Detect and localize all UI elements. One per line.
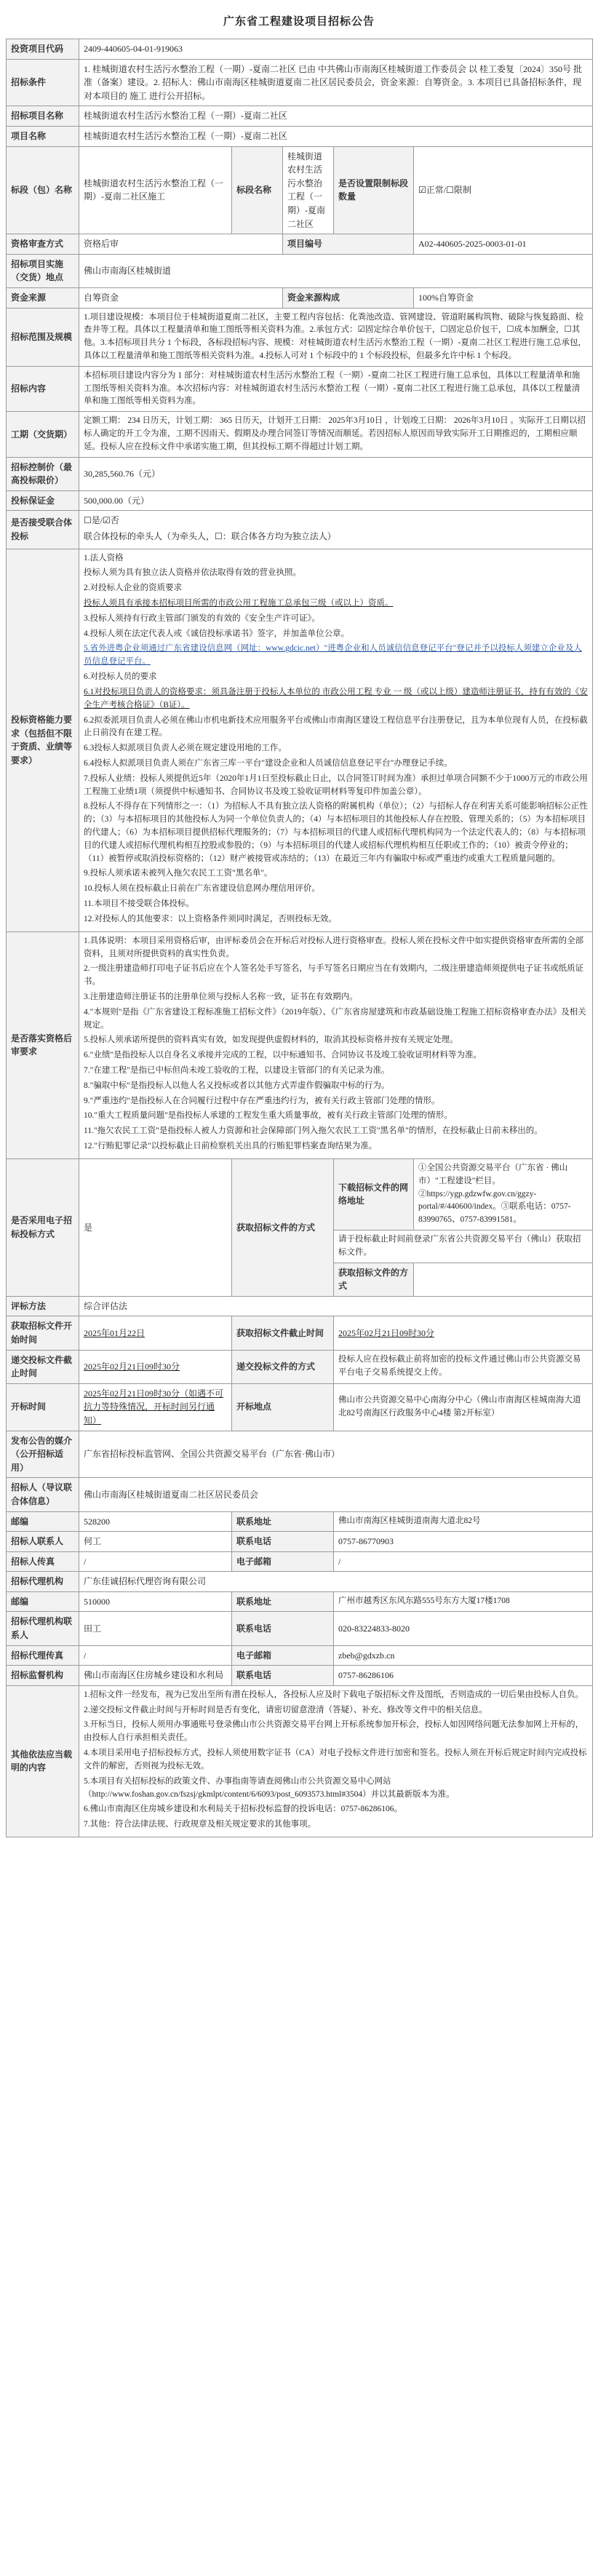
- label-project-no: 项目编号: [283, 234, 414, 255]
- label-qualification: 投标资格能力要求（包括但不限于资质、业绩等要求）: [7, 549, 79, 931]
- other-line: 5.本项目有关招标投标的政策文件、办事指南等请查阅佛山市公共资源交易中心网站（http://www.foshan.gov.cn/fszsj/gkmlpt/content/6/6093/post_6093573.html#3504）并以其最新版本为准。: [84, 1776, 455, 1799]
- row-eval: [7, 1296, 593, 1316]
- label-agent-email: 电子邮箱: [232, 1645, 334, 1666]
- label-agent: 招标代理机构: [7, 1572, 79, 1592]
- label-supervisor: 招标监督机构: [7, 1666, 79, 1686]
- value-restrict: ☑正常/☐限制: [414, 146, 593, 234]
- label-content: 招标内容: [7, 366, 79, 411]
- value-open-time: 2025年02月21日09时30分（如遇不可抗力等特殊情况，开标时间另行通知）: [79, 1383, 232, 1431]
- qual-line: 投标人须具有承接本招标项目所需的市政公用工程施工总承包三级（或以上）资质。: [84, 599, 394, 608]
- row-section: [7, 146, 593, 234]
- qual-line: 10.投标人须在投标截止日前在广东省建设信息网办理信用评价。: [84, 884, 320, 894]
- label-doc-end: 获取招标文件截止时间: [232, 1316, 334, 1350]
- value-media: 广东省招标投标监管网、全国公共资源交易平台（广东省·佛山市）: [79, 1431, 593, 1478]
- qual-line: 6.1对投标项目负责人的资格要求：须具备注册于投标人本单位的 市政公用工程 专业 一 级（或以上级）建造师注册证书，持有有效的《安全生产考核合格证》（B证）。: [84, 687, 588, 709]
- label-conditions: 招标条件: [7, 59, 79, 106]
- value-other: [79, 1685, 593, 1837]
- value-bid-end: 2025年02月21日09时30分: [79, 1350, 232, 1383]
- row-agent-contact: [7, 1612, 593, 1645]
- qual-line: 9.投标人须承诺未被列入拖欠农民工工资"黑名单"。: [84, 869, 273, 878]
- label-section-name: 标段名称: [232, 146, 283, 234]
- other-line: 1.招标文件一经发布，视为已发出至所有潜在投标人，各投标人应及时下载电子版招标文件及图纸，否则造成的一切后果由投标人自负。: [84, 1690, 584, 1699]
- row-doc-time: [7, 1316, 593, 1350]
- label-agent-addr: 联系地址: [232, 1591, 334, 1612]
- row-tenderer-addr: [7, 1511, 593, 1532]
- value-supervisor-tel: 0757-86286106: [334, 1666, 593, 1686]
- value-review-requirements: [79, 931, 593, 1158]
- value-item-name: 桂城街道农村生活污水整治工程（一期）-夏南二社区: [79, 126, 593, 146]
- page-title: 广东省工程建设项目招标公告: [223, 16, 375, 28]
- value-agent-tel: 020-83224833-8020: [334, 1612, 593, 1645]
- row-qualification: [7, 549, 593, 931]
- qual-line: 2.对投标人企业的资质要求: [84, 584, 183, 593]
- row-supervisor: [7, 1666, 593, 1686]
- row-item-name: [7, 126, 593, 146]
- label-tenderer-fax: 招标人传真: [7, 1551, 79, 1572]
- value-addr: 佛山市南海区桂城街道南海大道北82号: [334, 1511, 593, 1532]
- value-agent-addr: 广州市越秀区东风东路555号东方大厦17楼1708: [334, 1591, 593, 1612]
- label-open-place: 开标地点: [232, 1383, 334, 1431]
- label-agent-fax: 招标代理传真: [7, 1645, 79, 1666]
- row-other: [7, 1685, 593, 1837]
- value-fund: 自筹资金: [79, 287, 283, 308]
- row-review: [7, 234, 593, 255]
- row-consortium: [7, 511, 593, 549]
- label-download: 下载招标文件的网络地址: [334, 1158, 414, 1230]
- value-tenderer-email: /: [334, 1551, 593, 1572]
- value-scope: 1.项目建设规模：本项目位于桂城街道夏南二社区，主要工程内容包括：化粪池改造、管网建设、管道附属构筑物、破除与恢复路面、检查井等工程。具体以工程量清单和施工图纸等相关资料为准。2.承包方式：☑固定综合单价包干，☐固定总价包干，☐成本加酬金，☐其他。3.本招标项目共分 1 个标段，各标段招标内容、规模：对桂城街道农村生活污水整治工程（一期）-夏南二社区工程进行施工总承包，具体以工程量清单和施工图纸等相关资料为准。4.投标人可对 1 个标段中的 1 个标段投标，但最多允许中标 1 个标段。: [79, 308, 593, 366]
- value-online: 是: [79, 1158, 232, 1296]
- qual-line: 7.投标人业绩：投标人须提供近5年（2020年1月1日至投标截止日止，以合同签订时间为准）承担过单项合同额不少于1000万元的市政公用工程施工业绩1项（须提供中标通知书、合同协议书及竣工验收证明材料等复印件加盖公章）。: [84, 774, 588, 796]
- row-review-requirements: [7, 931, 593, 1158]
- review-line: 12."行贿犯罪记录"以投标截止日前检察机关出具的行贿犯罪档案查询结果为准。: [84, 1142, 378, 1151]
- value-fund-ratio: 100%自筹资金: [414, 287, 593, 308]
- value-agent: 广东佳诚招标代理咨询有限公司: [79, 1572, 593, 1592]
- label-review-requirements: 是否落实资格后审要求: [7, 931, 79, 1158]
- row-content: [7, 366, 593, 411]
- review-line: 1.具体说明：本项目采用资格后审，由评标委员会在开标后对投标人进行资格审查。投标人须在投标文件中如实提供资格审查所需的全部资料，且须对所提供资料的真实性负责。: [84, 936, 584, 958]
- value-get-place: [414, 1263, 593, 1296]
- value-tenderer-contact: 何工: [79, 1532, 232, 1552]
- qual-line-link[interactable]: 5.省外进粤企业须通过广东省建设信息网（网址：www.gdcic.net）"进粤企业和人员诚信信息登记平台"登记并予以投标人须建立企业及人员信息登记平台。: [84, 644, 582, 667]
- qual-line: 6.3投标人拟派项目负责人必须在规定建设用地的工作。: [84, 744, 287, 753]
- row-project-code: [7, 39, 593, 60]
- row-agent-addr: [7, 1591, 593, 1612]
- value-project-code: 2409-440605-04-01-919063: [79, 39, 593, 60]
- label-tenderer: 招标人（导议联合体信息）: [7, 1478, 79, 1511]
- qual-line: 4.投标人须在法定代表人或《诚信投标承诺书》签字，并加盖单位公章。: [84, 629, 350, 638]
- label-period: 工期（交货期）: [7, 412, 79, 457]
- review-line: 4."本规则"是指《广东省建设工程标准施工招标文件》（2019年版）、《广东省房屋建筑和市政基础设施工程施工招标资格审查办法》及相关规定。: [84, 1007, 586, 1030]
- value-section: 桂城街道农村生活污水整治工程（一期）-夏南二社区施工: [79, 146, 232, 234]
- value-doc-end: 2025年02月21日09时30分: [334, 1316, 593, 1350]
- qual-line: 投标人须为具有独立法人资格并依法取得有效的营业执照。: [84, 568, 301, 578]
- row-agent-fax: [7, 1645, 593, 1666]
- label-open-time: 开标时间: [7, 1383, 79, 1431]
- label-agent-tel: 联系电话: [232, 1612, 334, 1645]
- value-doc-start: 2025年01月22日: [79, 1316, 232, 1350]
- row-project-name: [7, 106, 593, 127]
- value-bond: 500,000.00（元）: [79, 490, 593, 511]
- row-media: [7, 1431, 593, 1478]
- qual-line: 6.4投标人拟派项目负责人须在广东省三库一平台"建设企业和人员诚信信息登记平台"办理登记手续。: [84, 758, 453, 768]
- label-scope: 招标范围及规模: [7, 308, 79, 366]
- row-online: [7, 1158, 593, 1230]
- value-get-method: 请于投标截止时间前登录广东省公共资源交易平台（佛山）获取招标文件。: [334, 1230, 593, 1263]
- qual-line: 6.对投标人员的要求: [84, 672, 157, 682]
- value-eval: 综合评估法: [79, 1296, 593, 1316]
- value-project-name: 桂城街道农村生活污水整治工程（一期）-夏南二社区: [79, 106, 593, 127]
- value-ctrl-price: 30,285,560.76（元）: [79, 457, 593, 490]
- label-tenderer-email: 电子邮箱: [232, 1551, 334, 1572]
- label-bond: 投标保证金: [7, 490, 79, 511]
- row-tenderer-contact: [7, 1532, 593, 1552]
- other-line: 2.递交投标文件截止时间与开标时间是否有变化，请密切留意澄清（答疑）、补充、修改等文件中的相关信息。: [84, 1705, 487, 1714]
- value-download: ①全国公共资源交易平台（广东省 · 佛山市）"工程建设"栏目。②https://ygp.gdzwfw.gov.cn/ggzy-portal/#/440600/index。③联系电话：0757-83990765、0757-83991581。: [414, 1158, 593, 1230]
- label-media: 发布公告的媒介（公开招标适用）: [7, 1431, 79, 1478]
- label-get-place: 获取招标文件的方式: [334, 1263, 414, 1296]
- row-location: [7, 254, 593, 287]
- row-fund: [7, 287, 593, 308]
- value-period: 定额工期： 234 日历天，计划工期： 365 日历天，计划开工日期： 2025年3月10日 ，计划竣工日期： 2026年3月10日 。实际开工日期以招标人确定的开工令为准，工期不因雨天、假期及办理合同签订等情况而顺延。若因招标人原因而导致实际开工日期推迟的，工期相应顺延。投标人应在投标文件中承诺实施工期，但其投标工期不得超过计划工期。: [79, 412, 593, 457]
- review-line: 6."业绩"是指投标人以自身名义承接并完成的工程，以中标通知书、合同协议书及竣工验收证明材料等为准。: [84, 1051, 482, 1060]
- label-addr: 联系地址: [232, 1511, 334, 1532]
- label-location: 招标项目实施（交货）地点: [7, 254, 79, 287]
- label-tenderer-contact: 招标人联系人: [7, 1532, 79, 1552]
- value-conditions: 1. 桂城街道农村生活污水整治工程（一期）-夏南二社区 已由 中共佛山市南海区桂城街道工作委员会 以 桂工委复〔2024〕350号 批准（备案）建设。2. 招标人：佛山市南海区桂城街道夏南二社区居民委员会，资金来源：自筹资金。3. 本项目已具备招标条件，现对本项目的 施工 进行公开招标。: [79, 59, 593, 106]
- value-agent-email: zbeb@gdxzb.cn: [334, 1645, 593, 1666]
- row-bid-end: [7, 1350, 593, 1383]
- qual-line: 12.对投标人的其他要求：以上资格条件须同时满足，否则投标无效。: [84, 914, 337, 923]
- qual-line: 1.法人资格: [84, 553, 124, 562]
- qual-line: 8.投标人不得存在下列情形之一：（1）为招标人不具有独立法人资格的附属机构（单位）；（2）与招标人存在利害关系可能影响招标公正性的；（3）与本招标项目的其他投标人为同一个单位负责人的；（4）与本招标项目的其他投标人存在控股、管理关系的；（5）为本招标项目的代建人；（6）为本招标项目提供招标代理服务的；（7）与本招标项目的代建人或招标代理机构同为一个法定代表人的；（8）与本招标项目的代建人或招标代理机构相互控股或参股的；（9）与本招标项目的代建人或招标代理机构相互任职或工作的；（10）被责令停业的；（11）被暂停或取消投标资格的；（12）财产被接管或冻结的；（13）在最近三年内有骗取中标或严重违约或重大工程质量问题的。: [84, 802, 588, 863]
- label-get-method: 获取招标文件的方式: [232, 1158, 334, 1296]
- label-agent-contact: 招标代理机构联系人: [7, 1612, 79, 1645]
- tender-notice-table: [6, 39, 593, 1837]
- review-line: 8."骗取中标"是指投标人以他人名义投标或者以其他方式弄虚作假骗取中标的行为。: [84, 1081, 390, 1090]
- label-ctrl-price: 招标控制价（最高投标限价）: [7, 457, 79, 490]
- value-tenderer: 佛山市南海区桂城街道夏南二社区居民委员会: [79, 1478, 593, 1511]
- row-conditions: [7, 59, 593, 106]
- consortium-note: 联合体投标的牵头人（为牵头人，☐：联合体各方均为独立法人）: [84, 531, 336, 541]
- row-tenderer-fax: [7, 1551, 593, 1572]
- value-section-name: 桂城街道农村生活污水整治工程（一期）-夏南二社区: [283, 146, 334, 234]
- label-doc-start: 获取招标文件开始时间: [7, 1316, 79, 1350]
- label-fund: 资金来源: [7, 287, 79, 308]
- value-tenderer-fax: /: [79, 1551, 232, 1572]
- value-agent-postcode: 510000: [79, 1591, 232, 1612]
- value-bid-method: 投标人应在投标截止前将加密的投标文件通过佛山市公共资源交易平台电子交易系统提交上传。: [334, 1350, 593, 1383]
- other-line: 6.佛山市南海区住房城乡建设和水利局关于招标投标监督的投诉电话：0757-86286106。: [84, 1805, 402, 1814]
- value-location: 佛山市南海区桂城街道: [79, 254, 593, 287]
- label-online: 是否采用电子招标投标方式: [7, 1158, 79, 1296]
- row-ctrl-price: [7, 457, 593, 490]
- label-bid-method: 递交投标文件的方式: [232, 1350, 334, 1383]
- review-line: 2.一级注册建造师打印电子证书后应在个人签名处手写签名，与手写签名日期应当在有效期内，二级注册建造师须提供电子证书或纸质证书。: [84, 964, 584, 987]
- value-consortium: [79, 511, 593, 549]
- value-agent-contact: 田工: [79, 1612, 232, 1645]
- row-tenderer: [7, 1478, 593, 1511]
- value-content: 本招标项目建设内容分为 1 部分：对桂城街道农村生活污水整治工程（一期）-夏南二社区工程进行施工总承包，具体以工程量清单和施工图纸等相关资料为准。本次招标内容：对桂城街道农村生活污水整治工程（一期）-夏南二社区工程进行施工总承包，具体以工程量清单和施工图纸等相关资料为准。: [79, 366, 593, 411]
- label-review: 资格审查方式: [7, 234, 79, 255]
- label-item-name: 项目名称: [7, 126, 79, 146]
- other-line: 3.开标当日，投标人须用办事通账号登录佛山市公共资源交易平台网上开标系统参加开标会，投标人如因网络问题无法参加网上开标的，由投标人自行承担相关责任。: [84, 1720, 584, 1743]
- review-line: 5.投标人须承诺所提供的资料真实有效，如发现提供虚假材料的，取消其投标资格并按有关规定处理。: [84, 1035, 458, 1045]
- review-line: 10."重大工程质量问题"是指投标人承建的工程发生重大质量事故，被有关行政主管部门处理的情形。: [84, 1111, 453, 1121]
- consortium-choice: ☐是/☑否: [84, 515, 119, 526]
- qual-line: 6.2拟委派项目负责人必须在佛山市机电新技术应用服务平台或佛山市南海区建设工程信息平台注册登记，且为本单位现有人员，在投标截止日前没有在建工程。: [84, 715, 588, 738]
- row-agent: [7, 1572, 593, 1592]
- label-other: 其他依法应当载明的内容: [7, 1685, 79, 1837]
- review-line: 11."拖欠农民工工资"是指投标人被人力资源和社会保障部门列入拖欠农民工工资"黑名单"的情形，在投标截止日前未移出的。: [84, 1126, 543, 1136]
- review-line: 9."严重违约"是指投标人在合同履行过程中存在严重违约行为，被有关行政主管部门处理的情形。: [84, 1096, 440, 1105]
- value-project-no: A02-440605-2025-0003-01-01: [414, 234, 593, 255]
- label-project-name: 招标项目名称: [7, 106, 79, 127]
- label-consortium: 是否接受联合体投标: [7, 511, 79, 549]
- label-agent-postcode: 邮编: [7, 1591, 79, 1612]
- label-bid-end: 递交投标文件截止时间: [7, 1350, 79, 1383]
- value-postcode: 528200: [79, 1511, 232, 1532]
- label-restrict: 是否设置限制标段数量: [334, 146, 414, 234]
- qual-line: 3.投标人须持有行政主管部门颁发的有效的《安全生产许可证》。: [84, 613, 320, 623]
- other-line: 4.本项目采用电子招标投标方式，投标人须使用数字证书（CA）对电子投标文件进行加密和签名。投标人须在开标后规定时间内完成投标文件的解密，否则视为投标无效。: [84, 1749, 587, 1770]
- value-agent-fax: /: [79, 1645, 232, 1666]
- other-line: 7.其他：符合法律法规、行政规章及相关规定要求的其他事项。: [84, 1820, 316, 1829]
- row-bond: [7, 490, 593, 511]
- row-open: [7, 1383, 593, 1431]
- value-supervisor: 佛山市南海区住房城乡建设和水利局: [79, 1666, 232, 1686]
- label-project-code: 投资项目代码: [7, 39, 79, 60]
- review-line: 3.注册建造师注册证书的注册单位须与投标人名称一致，证书在有效期内。: [84, 992, 358, 1001]
- label-eval: 评标方法: [7, 1296, 79, 1316]
- row-period: [7, 412, 593, 457]
- label-section: 标段（包）名称: [7, 146, 79, 234]
- value-open-place: 佛山市公共资源交易中心南海分中心（佛山市南海区桂城南海大道北82号南海区行政服务中心4楼 第2开标室）: [334, 1383, 593, 1431]
- label-tenderer-tel: 联系电话: [232, 1532, 334, 1552]
- qual-line: 11.本项目不接受联合体投标。: [84, 899, 194, 909]
- review-line: 7."在建工程"是指已中标但尚未竣工验收的工程，以建设主管部门的有关记录为准。: [84, 1066, 390, 1076]
- label-fund-ratio: 资金来源构成: [283, 287, 414, 308]
- value-review: 资格后审: [79, 234, 283, 255]
- label-postcode: 邮编: [7, 1511, 79, 1532]
- value-qualification: [79, 549, 593, 931]
- row-scope: [7, 308, 593, 366]
- label-supervisor-tel: 联系电话: [232, 1666, 334, 1686]
- value-tenderer-tel: 0757-86770903: [334, 1532, 593, 1552]
